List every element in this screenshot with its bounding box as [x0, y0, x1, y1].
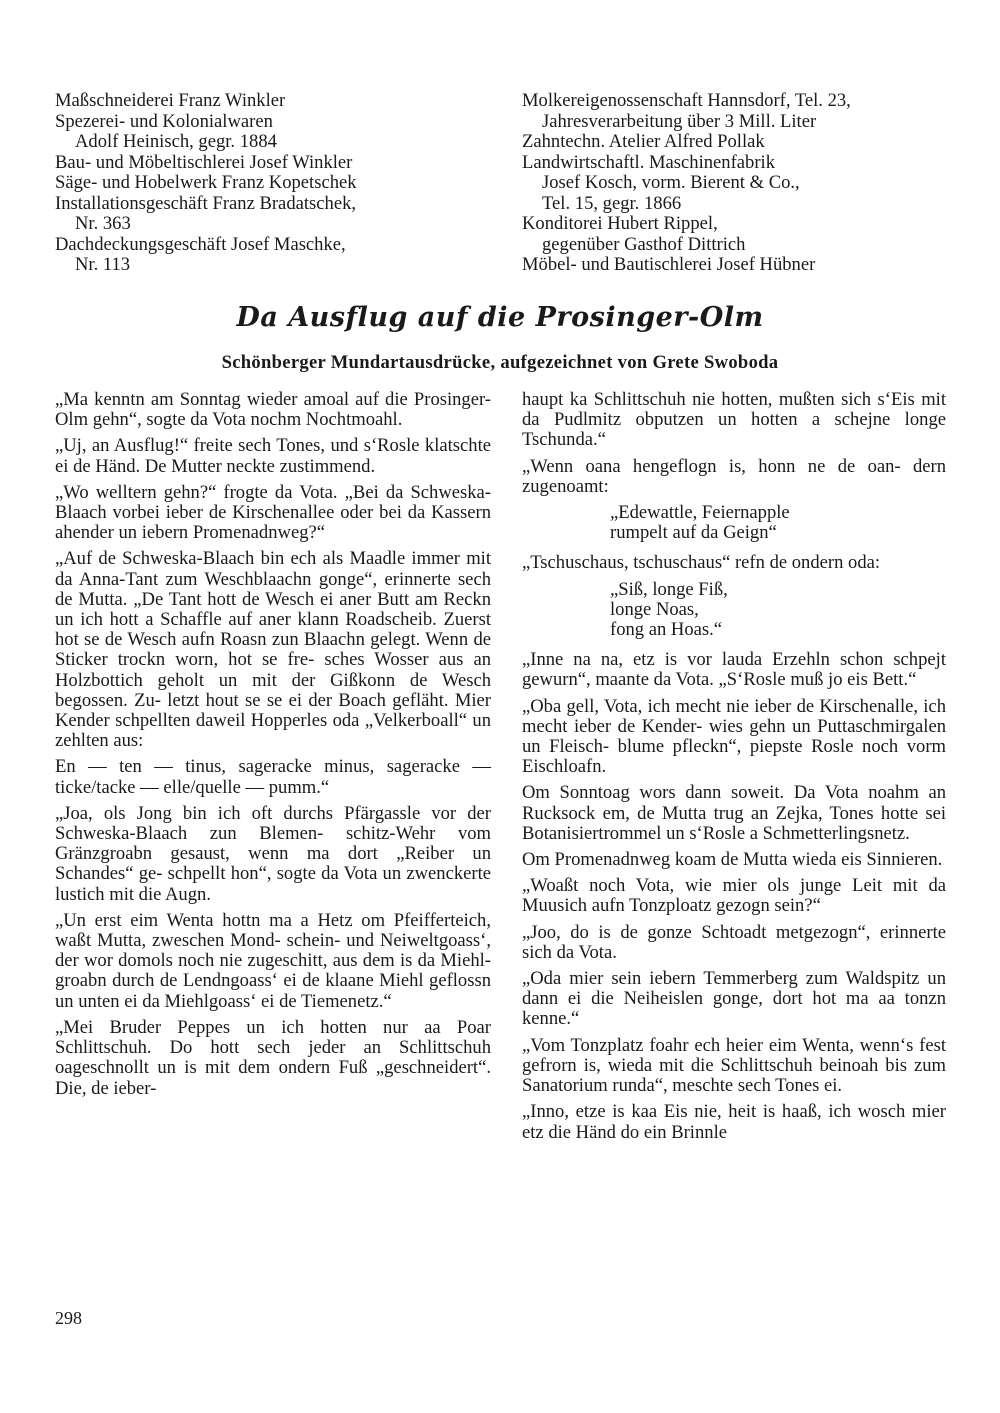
business-listing-left: [55, 91, 495, 276]
listing-line: Säge- und Hobelwerk Franz Kopetschek: [55, 172, 357, 193]
listing-line: Molkereigenossenschaft Hannsdorf, Tel. 23,: [522, 90, 851, 111]
paragraph: „Wenn oana hengeflogn is, honn ne de oan- dern zugenoamt:: [522, 455, 946, 497]
listing-line: Jahresverarbeitung über 3 Mill. Liter: [542, 110, 817, 132]
paragraph: „Inno, etze is kaa Eis nie, heit is haaß, ich wosch mier etz die Händ do ein Brinnle: [522, 1101, 946, 1143]
verse-block: [522, 580, 946, 641]
paragraph: „Un erst eim Wenta hottn ma a Hetz om Pfeifferteich, waßt Mutta, zweschen Mond- schein- und Neiweltgoass‘, der wor domols noch nie zugeschitt, aus dem is da Miehl- groabn durch de Lendngoass‘ ei de klaane Miehl geflossn un unten ei da Miehlgoass‘ ei de Tiemenetz.“: [55, 909, 491, 1012]
paragraph: „Joa, ols Jong bin ich oft durchs Pfärgassle vor der Schweska-Blaach zun Blemen- schitz-Wehr vom Gränzgroabn gesaust, wenn ma dort „Reiber un Schandes“ ge- schpellt hon“, sogte da Vota un zwenckerte lustich mit die Augn.: [55, 802, 491, 905]
paragraph: „Uj, an Ausflug!“ freite sech Tones, und s‘Rosle klatschte ei de Händ. De Mutter neckte zustimmend.: [55, 435, 491, 477]
paragraph: Om Sonntoag wors dann soweit. Da Vota noahm an Rucksock em, de Mutta trug an Zejka, Tones hotte sei Botanisiertrommel un s‘Rosle a Schmetterlingsnetz.: [522, 782, 946, 844]
listing-line: Adolf Heinisch, gegr. 1884: [75, 131, 277, 152]
listing-line: Tel. 15, gegr. 1866: [542, 192, 682, 214]
paragraph: „Mei Bruder Peppes un ich hotten nur aa Poar Schlittschuh. Do hott sech jeder an Schlittschuh oageschnollt un is mit dem ondern Fuß „geschneidert“. Die, de ieber-: [55, 1016, 491, 1099]
page-number: 298: [55, 1308, 82, 1328]
verse-line: longe Noas,: [610, 598, 699, 620]
listing-line: Dachdeckungsgeschäft Josef Maschke,: [55, 233, 346, 255]
paragraph: „Ma kenntn am Sonntag wieder amoal auf die Prosinger-Olm gehn“, sogte da Vota nochm Nochtmoahl.: [55, 389, 491, 431]
article-subtitle: Schönberger Mundartausdrücke, aufgezeichnet von Grete Swoboda: [221, 352, 779, 373]
paragraph: „Vom Tonzplatz foahr ech heier eim Wenta, wenn‘s fest gefrorn is, wieda mit die Schlittschuh beinoah bis zum Sanatorium runda“, meschte sech Tones ei.: [522, 1034, 946, 1097]
article-column-left: [55, 390, 491, 1105]
paragraph: „Oba gell, Vota, ich mecht nie ieber de Kirschenalle, ich mecht ieber de Kender- wies gehn un Puttaschmirgalen un Fleisch- blume pfleckn“, piepste Rosle noch vorm Eischloafn.: [522, 695, 946, 778]
verse-line: rumpelt auf da Geign“: [610, 522, 777, 544]
paragraph: En — ten — tinus, sageracke minus, sageracke — ticke/tacke — elle/quelle — pumm.“: [55, 756, 491, 798]
listing-line: Nr. 363: [75, 213, 131, 234]
listing-line: Maßschneiderei Franz Winkler: [55, 90, 286, 111]
verse-line: „Siß, longe Fiß,: [610, 578, 728, 600]
verse-line: „Edewattle, Feiernapple: [610, 502, 790, 524]
paragraph: „Oda mier sein iebern Temmerberg zum Waldspitz un dann ei die Neiheislen gonge, dort hot ma aa tonzn kenne.“: [522, 968, 946, 1030]
listing-line: Möbel- und Bautischlerei Josef Hübner: [522, 254, 816, 275]
paragraph: „Auf de Schweska-Blaach bin ech als Maadle immer mit da Anna-Tant zum Weschblaachn gonge“, erinnerte sech de Mutta. „De Tant hott de Wesch ei aner Butt am Reckn un ich hott a Schaffle auf aner klann Roadscheib. Zuerst hot se de Wesch aufn Roasn zun Blaachn gelegt. Wenn de Sticker trockn worn, hot se fre- sches Wosser aus an Holzbottich geholt un mit der Gißkonn de Wesch begossen. Zu- letzt hout se se ei der Boach gefläht. Mier Kender schpellten daweil Hopperles oda „Velkerboall“ un zehlten aus:: [55, 548, 491, 752]
listing-line: Bau- und Möbeltischlerei Josef Winkler: [55, 151, 353, 173]
listing-line: Landwirtschaftl. Maschinenfabrik: [522, 151, 775, 173]
listing-line: Installationsgeschäft Franz Bradatschek,: [55, 192, 357, 214]
verse-block: [522, 503, 946, 543]
article-column-right: [522, 390, 946, 1149]
paragraph: „Tschuschaus, tschuschaus“ refn de ondern oda:: [522, 552, 881, 574]
paragraph: Om Promenadnweg koam de Mutta wieda eis Sinnieren.: [522, 849, 943, 871]
listing-line: Zahntechn. Atelier Alfred Pollak: [522, 131, 765, 152]
paragraph: „Woaßt noch Vota, wie mier ols junge Leit mit da Muusich aufn Tonzploatz gezogn sein?“: [522, 875, 946, 917]
paragraph: „Inne na na, etz is vor lauda Erzehln schon schpejt gewurn“, maante da Vota. „S‘Rosle muß jo eis Bett.“: [522, 649, 946, 691]
listing-line: Josef Kosch, vorm. Bierent & Co.,: [542, 172, 800, 193]
business-listing-right: [522, 91, 962, 276]
listing-line: Spezerei- und Kolonialwaren: [55, 110, 273, 132]
listing-line: gegenüber Gasthof Dittrich: [542, 233, 746, 255]
paragraph: „Joo, do is de gonze Schtoadt metgezogn“, erinnerte sich da Vota.: [522, 921, 946, 963]
listing-line: Nr. 113: [75, 254, 131, 275]
paragraph: haupt ka Schlittschuh nie hotten, mußten sich s‘Eis mit da Pudlmitz obputzen un hotten a schejne longe Tschunda.“: [522, 389, 946, 451]
verse-line: fong an Hoas.“: [610, 619, 723, 641]
paragraph: „Wo welltern gehn?“ frogte da Vota. „Bei da Schweska-Blaach vorbei ieber de Kirschenallee oder bei da Kassern ahender un iebern Promenadnweg?“: [55, 481, 491, 544]
article-title: Da Ausflug auf die Prosinger-Olm: [236, 302, 764, 333]
listing-line: Konditorei Hubert Rippel,: [522, 213, 718, 234]
